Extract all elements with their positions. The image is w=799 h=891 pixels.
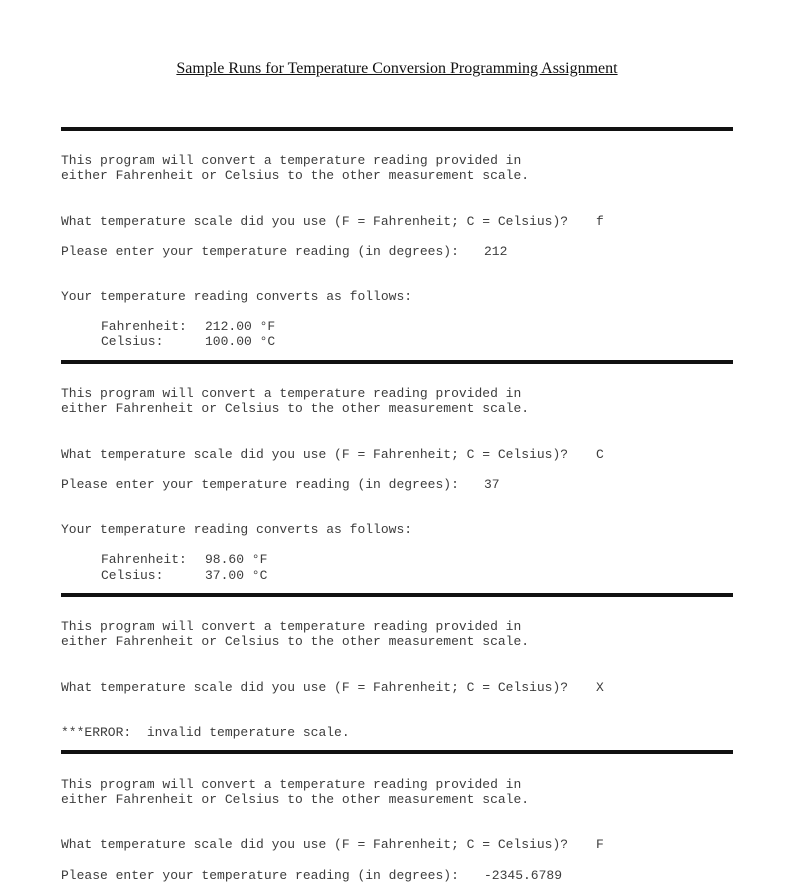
converts-line: Your temperature reading converts as follows:: [61, 522, 413, 537]
fahrenheit-value: 98.60 °F: [205, 552, 268, 567]
scale-input: f: [596, 214, 604, 229]
intro-line-1: This program will convert a temperature reading provided in: [61, 619, 522, 634]
intro-line-2: either Fahrenheit or Celsius to the other measurement scale.: [61, 634, 530, 649]
intro-line-2: either Fahrenheit or Celsius to the other measurement scale.: [61, 168, 530, 183]
converts-line: Your temperature reading converts as follows:: [61, 289, 413, 304]
section-divider: [61, 127, 733, 131]
celsius-label: Celsius:: [101, 568, 164, 583]
scale-prompt: What temperature scale did you use (F = Fahrenheit; C = Celsius)?: [61, 214, 569, 229]
scale-prompt: What temperature scale did you use (F = Fahrenheit; C = Celsius)?: [61, 837, 569, 852]
scale-input: C: [596, 447, 604, 462]
intro-line-1: This program will convert a temperature reading provided in: [61, 386, 522, 401]
scale-prompt: What temperature scale did you use (F = Fahrenheit; C = Celsius)?: [61, 680, 569, 695]
section-divider: [61, 593, 733, 597]
reading-input: 37: [484, 477, 500, 492]
reading-prompt: Please enter your temperature reading (in degrees):: [61, 477, 459, 492]
intro-line-1: This program will convert a temperature reading provided in: [61, 153, 522, 168]
celsius-value: 37.00 °C: [205, 568, 268, 583]
intro-line-2: either Fahrenheit or Celsius to the other measurement scale.: [61, 401, 530, 416]
reading-prompt: Please enter your temperature reading (in degrees):: [61, 868, 459, 883]
error-message: ***ERROR: invalid temperature scale.: [61, 725, 350, 740]
celsius-value: 100.00 °C: [205, 334, 276, 349]
fahrenheit-value: 212.00 °F: [205, 319, 276, 334]
scale-input: X: [596, 680, 604, 695]
celsius-label: Celsius:: [101, 334, 164, 349]
reading-prompt: Please enter your temperature reading (in degrees):: [61, 244, 459, 259]
scale-prompt: What temperature scale did you use (F = Fahrenheit; C = Celsius)?: [61, 447, 569, 462]
section-divider: [61, 360, 733, 364]
fahrenheit-label: Fahrenheit:: [101, 552, 187, 567]
intro-line-2: either Fahrenheit or Celsius to the other measurement scale.: [61, 792, 530, 807]
reading-input: 212: [484, 244, 508, 259]
page-title: Sample Runs for Temperature Conversion Programming Assignment: [176, 60, 618, 77]
scale-input: F: [596, 837, 604, 852]
intro-line-1: This program will convert a temperature reading provided in: [61, 777, 522, 792]
reading-input: -2345.6789: [484, 868, 563, 883]
section-divider: [61, 750, 733, 754]
fahrenheit-label: Fahrenheit:: [101, 319, 187, 334]
